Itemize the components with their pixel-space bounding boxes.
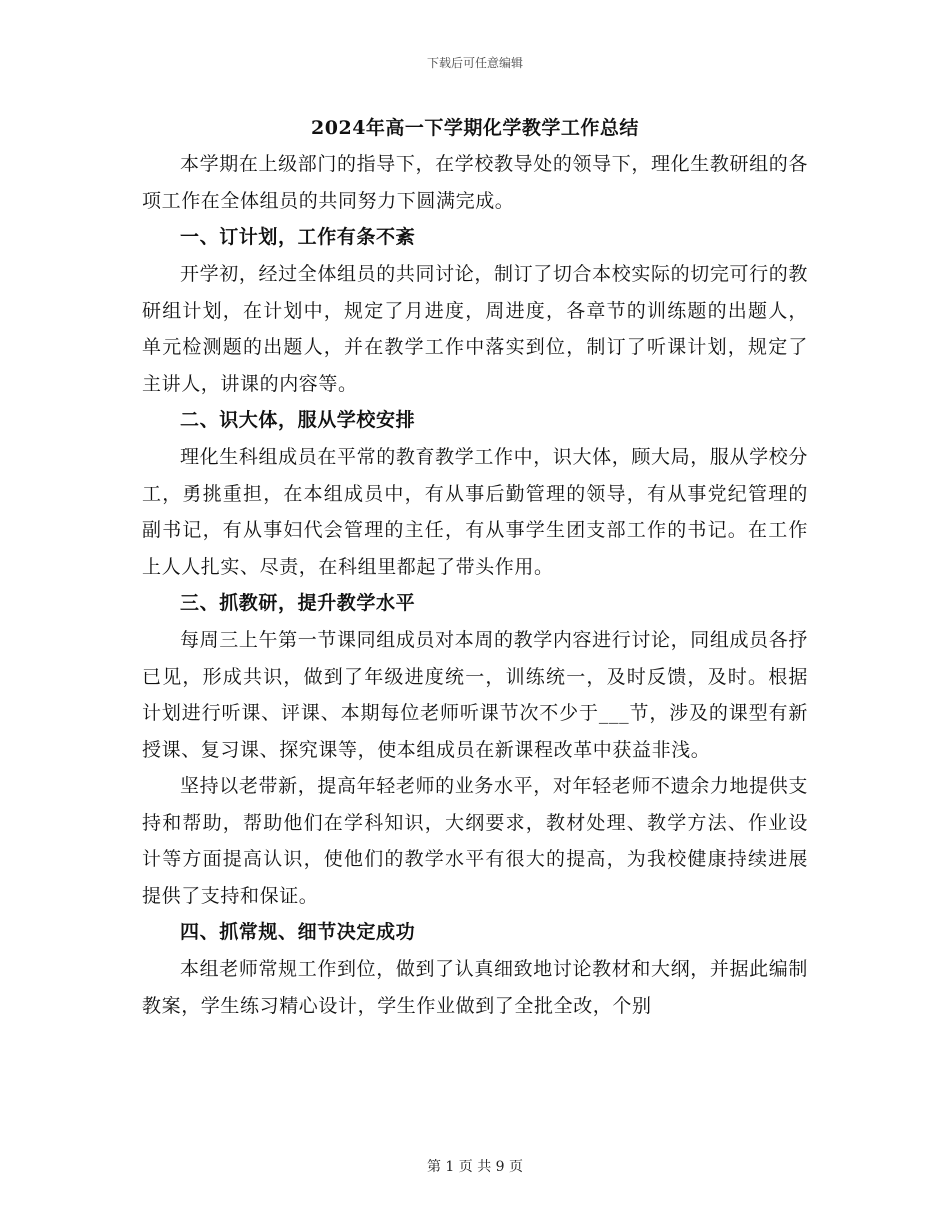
page-number: 第 1 页 共 9 页 <box>426 1159 524 1175</box>
section-2-paragraph-1: 理化生科组成员在平常的教育教学工作中，识大体，顾大局，服从学校分工，勇挑重担，在本组成员中，有从事后勤管理的领导，有从事党纪管理的副书记，有从事妇代会管理的主任，有从事学生团支部工作的书记。在工作上人人扎实、尽责，在科组里都起了带头作用。 <box>142 446 808 578</box>
document-body <box>142 112 808 1024</box>
section-4-paragraph-1: 本组老师常规工作到位，做到了认真细致地讨论教材和大纲，并据此编制教案，学生练习精心设计，学生作业做到了全批全改，个别 <box>142 958 808 1017</box>
section-1-heading: 一、订计划，工作有条不紊 <box>180 226 416 248</box>
header-note: 下载后可任意编辑 <box>426 56 523 70</box>
section-3-paragraph-1: 每周三上午第一节课同组成员对本周的教学内容进行讨论，同组成员各抒已见，形成共识，做到了年级进度统一，训练统一，及时反馈，及时。根据计划进行听课、评课、本期每位老师听课节次不少于___节，涉及的课型有新授课、复习课、探究课等，使本组成员在新课程改革中获益非浅。 <box>142 629 808 761</box>
section-4-heading: 四、抓常规、细节决定成功 <box>180 921 416 943</box>
intro-paragraph: 本学期在上级部门的指导下，在学校教导处的领导下，理化生教研组的各项工作在全体组员的共同努力下圆满完成。 <box>142 153 808 212</box>
section-2-heading: 二、识大体，服从学校安排 <box>180 409 416 431</box>
document-title: 2024年高一下学期化学教学工作总结 <box>311 117 639 139</box>
section-3-heading: 三、抓教研，提升教学水平 <box>180 592 416 614</box>
section-3-paragraph-2: 坚持以老带新，提高年轻老师的业务水平，对年轻老师不遗余力地提供支持和帮助，帮助他们在学科知识，大纲要求，教材处理、教学方法、作业设计等方面提高认识，使他们的教学水平有很大的提高，为我校健康持续进展提供了支持和保证。 <box>142 775 808 907</box>
section-1-paragraph-1: 开学初，经过全体组员的共同讨论，制订了切合本校实际的切完可行的教研组计划，在计划中，规定了月进度，周进度，各章节的训练题的出题人，单元检测题的出题人，并在教学工作中落实到位，制订了听课计划，规定了主讲人，讲课的内容等。 <box>142 263 808 395</box>
